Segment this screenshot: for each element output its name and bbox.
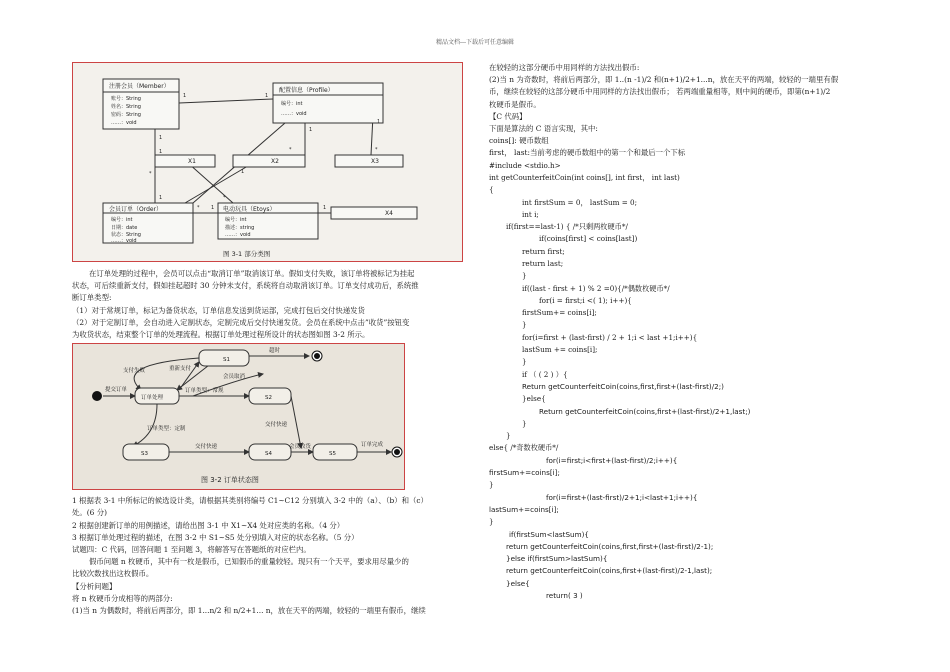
code-line: } <box>522 418 527 428</box>
svg-text:1: 1 <box>211 205 215 211</box>
class-name-order: 会员订单（Order） <box>109 206 163 213</box>
code-line: if(first==last-1) { /*只剩两枚硬币*/ <box>506 222 628 232</box>
paragraph: 币，继续在较轻的这部分硬币中用同样的方法找出假币； 若两端重量相等，则中间的硬币，即第(n+1)/2 <box>489 87 831 97</box>
code-line: #include <stdio.h> <box>489 160 561 170</box>
code-line: } <box>522 320 527 330</box>
code-line: else{ /*奇数枚硬币*/ <box>489 443 559 453</box>
svg-text:1: 1 <box>265 93 269 99</box>
class-name-x2: X2 <box>271 158 279 165</box>
state-diagram-figure <box>72 343 405 490</box>
svg-text:1: 1 <box>241 169 245 175</box>
paragraph: 试题四：C 代码，回答问题 1 至问题 3，将解答写在答题纸的对应栏内。 <box>72 545 311 555</box>
code-line: { <box>489 185 494 195</box>
svg-text:状态：String: 状态：String <box>111 232 141 238</box>
paragraph: 状态，可后续重新支付，假如挂起超时 30 分钟未支付，系统将自动取消该订单。订单支付成功后，系统推 <box>72 281 419 291</box>
svg-text:……：void: ……：void <box>281 111 307 117</box>
class-diagram-figure <box>72 62 463 262</box>
order-process-text <box>72 268 464 341</box>
svg-text:编号：int: 编号：int <box>111 217 133 223</box>
svg-text:密码：String: 密码：String <box>111 112 141 118</box>
svg-text:*: * <box>149 171 152 177</box>
svg-text:……：void: ……：void <box>111 238 137 244</box>
class-name-etoys: 电动玩具（Etoys） <box>223 206 276 213</box>
svg-text:*: * <box>223 195 226 201</box>
class-name-profile: 配置信息（Profile） <box>279 87 334 94</box>
svg-text:会员取消: 会员取消 <box>223 374 246 381</box>
paragraph: 在订单处理的过程中，会员可以点击“取消订单”取消该订单。假如支付失败，该订单将被标记为挂起 <box>89 269 415 278</box>
left-column <box>72 62 464 617</box>
paragraph: 将 n 枚硬币分成相等的两部分: <box>72 593 173 603</box>
paragraph: 比较次数找出这枚假币。 <box>72 569 154 579</box>
svg-text:1: 1 <box>159 149 163 155</box>
state-s2: S2 <box>265 395 272 402</box>
svg-text:1: 1 <box>183 93 187 99</box>
paragraph: 处。(6 分) <box>72 508 107 518</box>
svg-text:订单类型：定制: 订单类型：定制 <box>147 426 186 433</box>
svg-text:订单类型：常规: 订单类型：常规 <box>185 388 224 395</box>
figure1-caption: 图 3-1 部分类图 <box>223 250 271 258</box>
paragraph: coins[]: 硬币数组 <box>489 136 549 146</box>
paragraph: 下面是算法的 C 语言实现，其中: <box>489 124 598 134</box>
code-line: firstSum+= coins[i]; <box>522 308 597 318</box>
svg-text:编号：int: 编号：int <box>281 101 303 107</box>
code-line: return( 3 ) <box>546 591 583 601</box>
paragraph: 断订单类型: <box>72 293 112 303</box>
svg-text:*: * <box>197 205 200 211</box>
state-s1: S1 <box>223 357 230 364</box>
state-s3: S3 <box>141 451 148 458</box>
code-line: for(i = first;i <( 1); i++){ <box>539 295 632 305</box>
code-line: }else if(firstSum>lastSum){ <box>506 554 608 564</box>
state-s4: S4 <box>265 451 272 458</box>
paragraph: (2)当 n 为奇数时，将前后两部分，即 1..(n -1)/2 和(n+1)/2+1...n，放在天平的两端，较轻的一端里有假 <box>489 75 839 85</box>
svg-text:1: 1 <box>159 135 163 141</box>
code-line: if(coins[first] < coins[last]) <box>539 234 638 244</box>
code-line: if((last - first + 1) % 2 =0){/*偶数枚硬币*/ <box>522 283 670 293</box>
paragraph: 2 根据创建新订单的用例描述，请给出图 3-1 中 X1~X4 处对应类的名称。（4 分） <box>72 520 345 530</box>
code-line: int firstSum = 0， lastSum = 0; <box>522 197 638 207</box>
svg-text:1: 1 <box>323 205 327 211</box>
paragraph: 假币问题 n 枚硬币，其中有一枚是假币，已知假币的重量较轻。现只有一个天平，要求用尽量少的 <box>89 557 409 567</box>
svg-text:姓名：String: 姓名：String <box>111 104 141 110</box>
svg-text:日期：date: 日期：date <box>111 225 138 231</box>
svg-text:提交订单: 提交订单 <box>105 387 128 394</box>
section-heading: 【分析问题】 <box>72 581 117 591</box>
svg-text:交付快递: 交付快递 <box>265 422 288 429</box>
svg-text:1: 1 <box>377 119 381 125</box>
page-header: 精品文档---下载后可任意编辑 <box>435 39 515 46</box>
code-line: } <box>522 271 527 281</box>
code-line: for(i=first + (last-first) / 2 + 1;i < last +1;i++){ <box>522 332 698 342</box>
svg-text:1: 1 <box>159 195 163 201</box>
svg-text:……：void: ……：void <box>225 232 251 238</box>
svg-text:超时: 超时 <box>269 348 281 355</box>
paragraph: （1）对于常规订单，标记为备货状态，订单信息发送到货运部，完成打包后交付快递发货 <box>72 305 365 315</box>
paragraph: 1 根据表 3-1 中所标记的候选设计类，请根据其类别将编号 C1~C12 分别填入 3-2 中的（a）、（b）和（c） <box>72 496 428 506</box>
svg-text:支付失败: 支付失败 <box>123 368 146 375</box>
code-line: }else{ <box>522 394 546 404</box>
svg-text:*: * <box>375 147 378 153</box>
code-line: Return getCounterfeitCoin(coins,first+(last-first)/2+1,last;) <box>539 406 751 416</box>
code-line: return last; <box>522 259 564 268</box>
svg-text:描述：string: 描述：string <box>225 225 255 231</box>
code-line: if （ ( 2 ) ）{ <box>522 369 568 379</box>
svg-text:重新支付: 重新支付 <box>169 366 192 373</box>
code-line: return getCounterfeitCoin(coins,first,first+(last-first)/2-1); <box>506 541 714 551</box>
class-name-member: 注册会员（Member） <box>109 83 170 90</box>
svg-text:*: * <box>289 147 292 153</box>
code-line: return first; <box>522 246 565 256</box>
paragraph: （2）对于定制订单，会自动进入定制状态，定制完成后交付快递发货。会员在系统中点击”收货”按钮变 <box>72 317 410 327</box>
svg-text:会员收货: 会员收货 <box>289 444 312 451</box>
class-diagram <box>73 63 462 261</box>
svg-text:订单处理: 订单处理 <box>141 395 164 402</box>
code-line: for(i=first+(last-first)/2+1;i<last+1;i++){ <box>546 492 698 502</box>
state-diagram <box>73 344 404 489</box>
code-line: } <box>489 517 494 527</box>
paragraph: 在较轻的这部分硬币中用同样的方法找出假币: <box>489 63 640 72</box>
svg-text:……：void: ……：void <box>111 120 137 126</box>
svg-text:账号：String: 账号：String <box>111 96 141 102</box>
class-name-x3: X3 <box>371 158 379 165</box>
svg-text:交付快递: 交付快递 <box>195 444 218 451</box>
code-line: firstSum+=coins[i]; <box>489 468 560 478</box>
section-heading: 【C 代码】 <box>489 111 527 121</box>
paragraph: 枚硬币是假币。 <box>489 99 541 109</box>
right-column <box>489 62 889 602</box>
code-line: return getCounterfeitCoin(coins,first+(last-first)/2-1,last); <box>506 566 713 576</box>
state-s5: S5 <box>329 451 336 458</box>
paragraph: 为收货状态，结束整个订单的处理流程。根据订单处理过程所设计的状态图如图 3-2 所示。 <box>72 330 370 340</box>
code-line: lastSum+=coins[i]; <box>489 504 559 514</box>
code-line: int i; <box>522 209 539 219</box>
code-line: if(firstSum<lastSum){ <box>509 529 589 539</box>
svg-text:1: 1 <box>309 127 313 133</box>
code-line: Return getCounterfeitCoin(coins,first,first+(last-first)/2;) <box>522 381 724 391</box>
paragraph: first， last:当前考虑的硬币数组中的第一个和最后一个下标 <box>489 148 686 158</box>
code-line: int getCounterfeitCoin(int coins[], int first， int last) <box>489 172 680 182</box>
figure2-caption: 图 3-2 订单状态图 <box>201 476 259 485</box>
code-line: for(i=first;i<first+(last-first)/2;i++){ <box>546 455 678 465</box>
code-line: } <box>489 480 494 490</box>
code-line: lastSum += coins[i]; <box>522 345 598 355</box>
class-name-x1: X1 <box>188 158 196 165</box>
questions-text <box>72 495 464 617</box>
paragraph: 3 根据订单处理过程的描述，在图 3-2 中 S1~S5 处分别填入对应的状态名称。（5 分） <box>72 532 359 542</box>
code-listing <box>489 160 889 603</box>
svg-text:订单完成: 订单完成 <box>361 442 384 449</box>
code-line: } <box>506 431 511 441</box>
svg-text:编号：int: 编号：int <box>225 217 247 223</box>
code-line: }else{ <box>506 578 530 588</box>
paragraph: (1)当 n 为偶数时，将前后两部分，即 1...n/2 和 n/2+1... n，放在天平的两端，较轻的一端里有假币，继续 <box>72 606 426 616</box>
code-line: } <box>522 357 527 367</box>
class-name-x4: X4 <box>385 210 393 217</box>
